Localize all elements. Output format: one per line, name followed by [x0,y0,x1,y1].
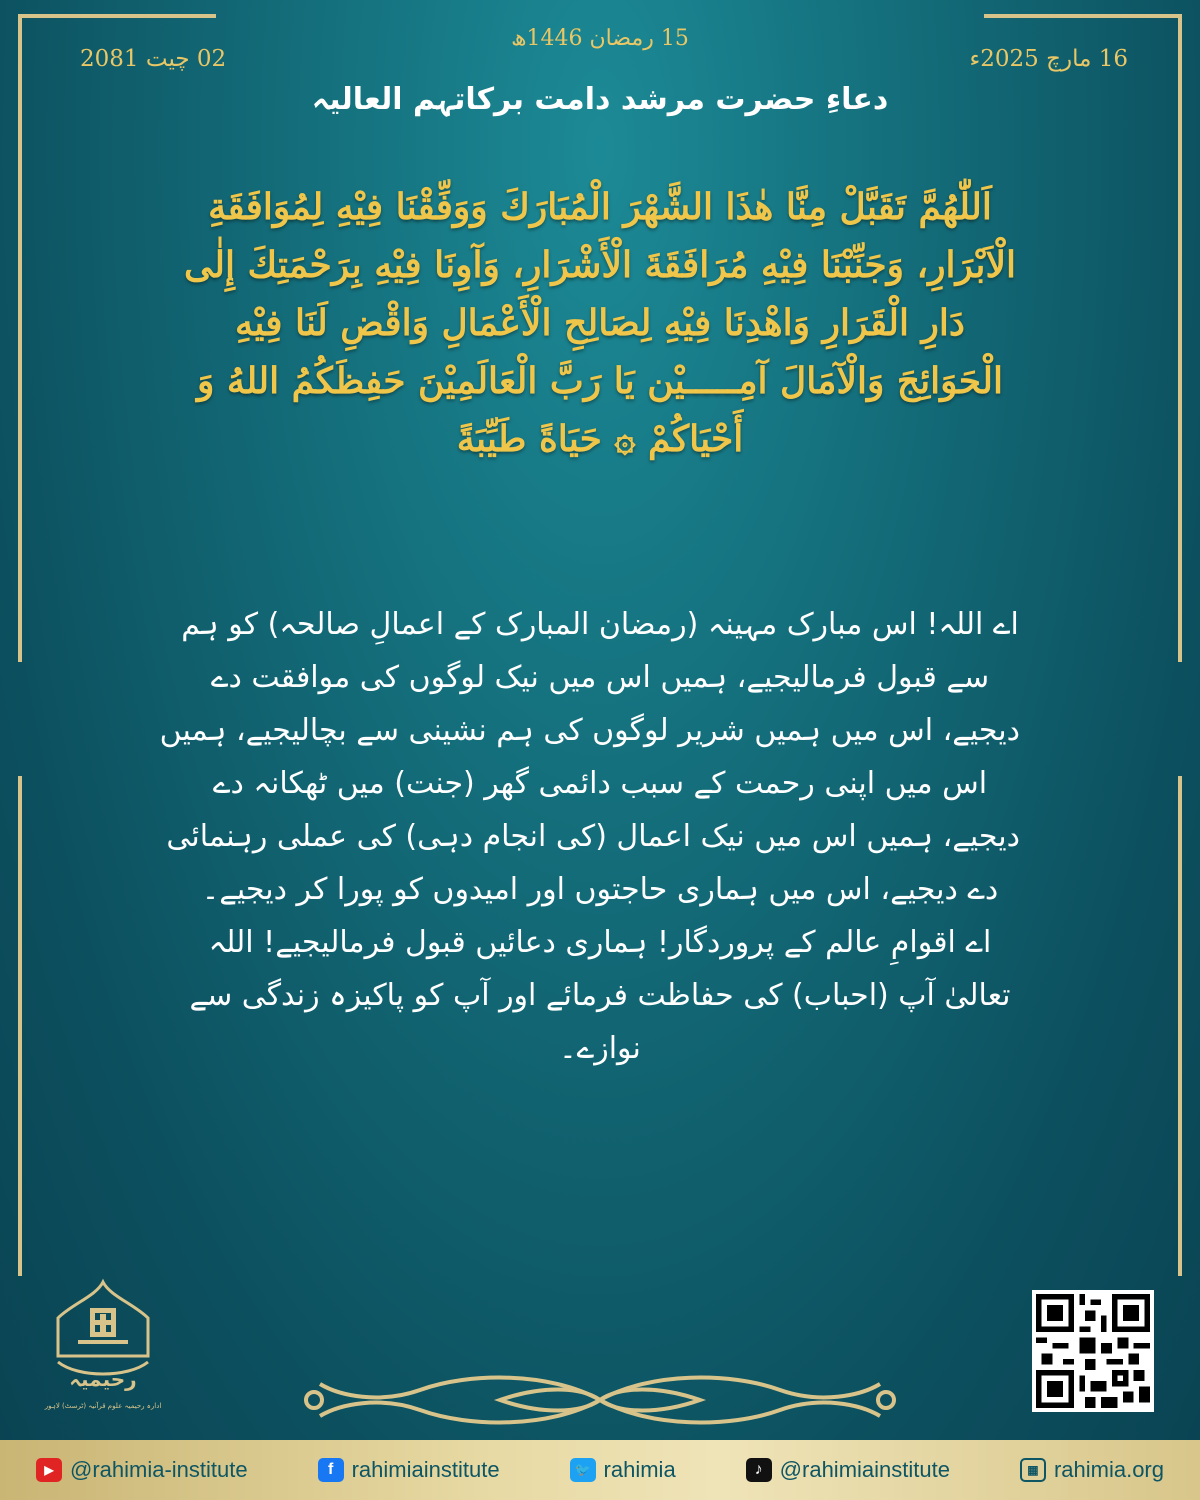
urdu-line: نوازے۔ [559,1031,641,1066]
logo-name: رحیمیہ [69,1367,137,1391]
tiktok-icon: ♪ [746,1458,772,1482]
arabic-line: أَحْيَاكُمْ ۞ حَيَاةً طَيِّبَةً [456,418,744,460]
urdu-line: دیجیے، اس میں ہمیں شریر لوگوں کی ہم نشینی سے بچالیجیے، ہمیں [159,713,1020,748]
tiktok-link[interactable] [746,1457,950,1483]
qr-code[interactable] [1032,1290,1154,1412]
urdu-translation [159,598,1020,1075]
youtube-link[interactable] [36,1457,248,1483]
logo-emblem-icon [38,1278,168,1418]
logo-tagline: ادارہ رحیمیہ علوم قرآنیہ (ٹرسٹ) لاہور [44,1402,162,1410]
urdu-line: تعالیٰ آپ (احباب) کی حفاظت فرمائے اور آپ کو پاکیزہ زندگی سے [189,978,1011,1013]
page-title: دعاءِ حضرت مرشد دامت برکاتہم العالیہ [311,82,889,117]
tiktok-handle: @rahimiainstitute [779,1457,950,1482]
facebook-link[interactable] [318,1457,500,1483]
website-icon: ▦ [1020,1458,1046,1482]
twitter-handle: rahimia [603,1457,676,1482]
bikrami-date: 02 چیت 2081 [80,46,227,72]
ornament-flourish-icon [300,1366,900,1434]
frame-top-left-line [18,14,216,18]
social-footer [0,1440,1200,1500]
arabic-dua [160,178,1040,468]
arabic-line: الْاَبْرَارِ، وَجَنِّبْنَا فِيْهِ مُرَافَقَةَ الْأَشْرَارِ، وَآوِنَا فِيْهِ بِرَحْمَتِكَ إِلٰى [184,244,1016,286]
facebook-handle: rahimiainstitute [351,1457,500,1482]
facebook-icon: f [318,1458,344,1482]
hijri-date: 15 رمضان 1446ھ [511,26,689,51]
twitter-icon: 🐦 [570,1458,596,1482]
arabic-line: الْحَوَائِجَ وَالْآمَالَ آمِـــــيْن يَا رَبَّ الْعَالَمِيْنَ حَفِظَكُمُ اللهُ وَ [197,360,1003,402]
rahimia-logo [38,1278,168,1418]
urdu-line: دیجیے، ہمیں اس میں نیک اعمال (کی انجام دہی) کی عملی رہنمائی [166,819,1020,854]
frame-left-lower-line [18,776,22,1276]
urdu-line: اس میں اپنی رحمت کے سبب دائمی گھر (جنت) میں ٹھکانہ دے [212,766,988,801]
website-link[interactable] [1020,1457,1164,1483]
gold-ornament [300,1366,900,1434]
website-url: rahimia.org [1053,1457,1164,1482]
twitter-link[interactable] [570,1457,676,1483]
qr-code-icon [1036,1294,1150,1408]
urdu-line: اے اقوامِ عالم کے پروردگار! ہماری دعائیں قبول فرمالیجیے! اللہ [208,925,992,960]
urdu-line: دے دیجیے، اس میں ہماری حاجتوں اور امیدوں کو پورا کر دیجیے۔ [201,872,999,907]
youtube-icon: ▶ [36,1458,62,1482]
arabic-line: اَللّٰهُمَّ تَقَبَّلْ مِنَّا هٰذَا الشَّهْرَ الْمُبَارَكَ وَوَفِّقْنَا فِيْهِ لِمُوَافَقَةِ [208,186,992,228]
arabic-line: دَارِ الْقَرَارِ وَاهْدِنَا فِيْهِ لِصَالِحِ الْأَعْمَالِ وَاقْضِ لَنَا فِيْهِ [235,302,965,344]
frame-top-right-line [984,14,1182,18]
frame-right-lower-line [1178,776,1182,1276]
urdu-line: سے قبول فرمالیجیے، ہمیں اس میں نیک لوگوں کی موافقت دے [210,660,990,695]
youtube-handle: @rahimia-institute [70,1457,248,1482]
gregorian-date: 16 مارچ 2025ء [969,46,1128,72]
urdu-line: اے اللہ! اس مبارک مہینہ (رمضان المبارک کے اعمالِ صالحہ) کو ہم [181,607,1019,642]
